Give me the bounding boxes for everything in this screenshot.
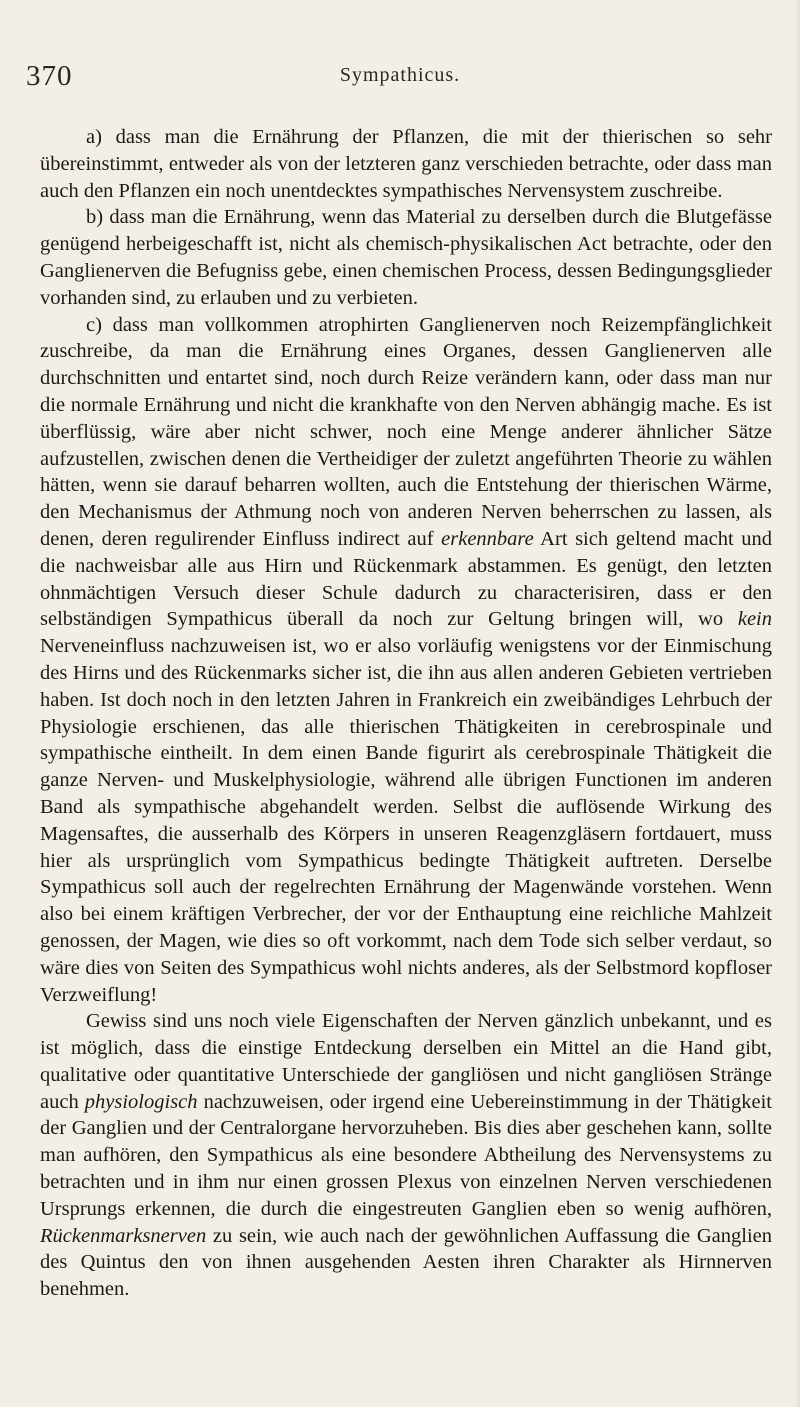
text-run: nachzuweisen, oder irgend eine Uebereinstimmung in der Thätigkeit der Ganglien und der Centralorgane hervorzuheben. Bis dies aber geschehen kann, sollte man aufhören, den Sympathicus als eine besondere Abtheilung des Nervensystems zu betrachten und in ihm nur einen grossen Plexus von einzelnen Nerven verschiedenen Ursprungs erkennen, die durch die eingestreuten Ganglien eben so wenig aufhören, [40,1090,772,1220]
running-head: Sympathicus. [339,64,461,86]
page-edge-shadow [794,0,800,1407]
paragraph-d [40,1008,772,1303]
emphasis-rueckenmarksnerven: Rückenmarksnerven [40,1224,207,1247]
text-run: zu sein, wie auch nach der gewöhnlichen Auffassung die Ganglien des Quintus den von ihnen ausgehenden Aesten ihren Charakter als Hirnnerven benehmen. [40,1224,772,1301]
text-run: Nerveneinfluss nachzuweisen ist, wo er also vorläufig wenigstens vor der Einmischung des Hirns und des Rückenmarks sicher ist, die ihn aus allen anderen Gebieten vertrieben haben. Ist doch noch in den letzten Jahren in Frankreich ein zweibändiges Lehrbuch der Physiologie erschienen, das alle thierischen Thätigkeiten in cerebrospinale und sympathische eintheilt. In dem einen Bande figurirt als cerebrospinale Thätigkeit die ganze Nerven- und Muskelphysiologie, während alle übrigen Functionen im anderen Band als sympathische abgehandelt werden. Selbst die auflösende Wirkung des Magensaftes, die ausserhalb des Körpers in unseren Reagenzgläsern fortdauert, muss hier als ursprünglich vom Sympathicus bedingte Thätigkeit auftreten. Derselbe Sympathicus soll auch der regelrechten Ernährung der Magenwände vorstehen. Wenn also bei einem kräftigen Verbrecher, der vor der Enthauptung eine reichliche Mahlzeit genossen, der Magen, wie dies so oft vorkommt, nach dem Tode sich selber verdaut, so wäre dies von Seiten des Sympathicus wohl nichts anderes, als der Selbstmord kopfloser Verzweiflung! [40,635,772,1006]
text-run: c) dass man vollkommen atrophirten Ganglienerven noch Reizempfänglichkeit zuschreibe, da man die Ernährung eines Organes, dessen Ganglienerven alle durchschnitten und entartet sind, noch durch Reize verändern kann, oder dass man nur die normale Ernährung und nicht die krankhafte von den Nerven abhängig mache. Es ist überflüssig, wäre aber nicht schwer, noch eine Menge anderer ähnlicher Sätze aufzustellen, zwischen denen die Vertheidiger der zuletzt angeführten Theorie zu wählen hätten, wenn sie darauf beharren wollten, auch die Entstehung der thierischen Wärme, den Mechanismus der Athmung noch von anderen Nerven beherrschen zu lassen, als denen, deren regulirender Einfluss indirect auf [40,313,772,550]
body-text [40,124,772,1303]
paragraph-c [40,312,772,1009]
emphasis-physiologisch: physiologisch [84,1090,198,1113]
emphasis-erkennbare: erkennbare [441,527,534,550]
paragraph-a: a) dass man die Ernährung der Pflanzen, die mit der thierischen so sehr übereinstimmt, entweder als von der letzteren ganz verschieden betrachte, oder dass man auch den Pflanzen ein noch unentdecktes sympathisches Nervensystem zuschreibe. [40,126,772,202]
text-run: Art sich geltend macht und die nachweisbar alle aus Hirn und Rückenmark abstammen. Es genügt, den letzten ohnmächtigen Versuch dieser Schule dadurch zu characterisiren, dass er den selbständigen Sympathicus überall da noch zur Geltung bringen will, wo [40,527,772,631]
paragraph-b: b) dass man die Ernährung, wenn das Material zu derselben durch die Blutgefässe genügend herbeigeschafft ist, nicht als chemisch-physikalischen Act betrachte, oder den Ganglienerven die Befugniss gebe, einen chemischen Process, dessen Bedingungsglieder vorhanden sind, zu erlauben und zu verbieten. [40,206,772,309]
text-run: Gewiss sind uns noch viele Eigenschaften der Nerven gänzlich unbekannt, und es ist möglich, dass die einstige Entdeckung derselben ein Mittel an die Hand gibt, qualitative oder quantitative Unterschiede der gangliösen und nicht gangliösen Stränge auch [40,1010,772,1113]
page-header [0,60,800,100]
emphasis-kein: kein [737,608,772,631]
page-number: 370 [26,60,73,92]
